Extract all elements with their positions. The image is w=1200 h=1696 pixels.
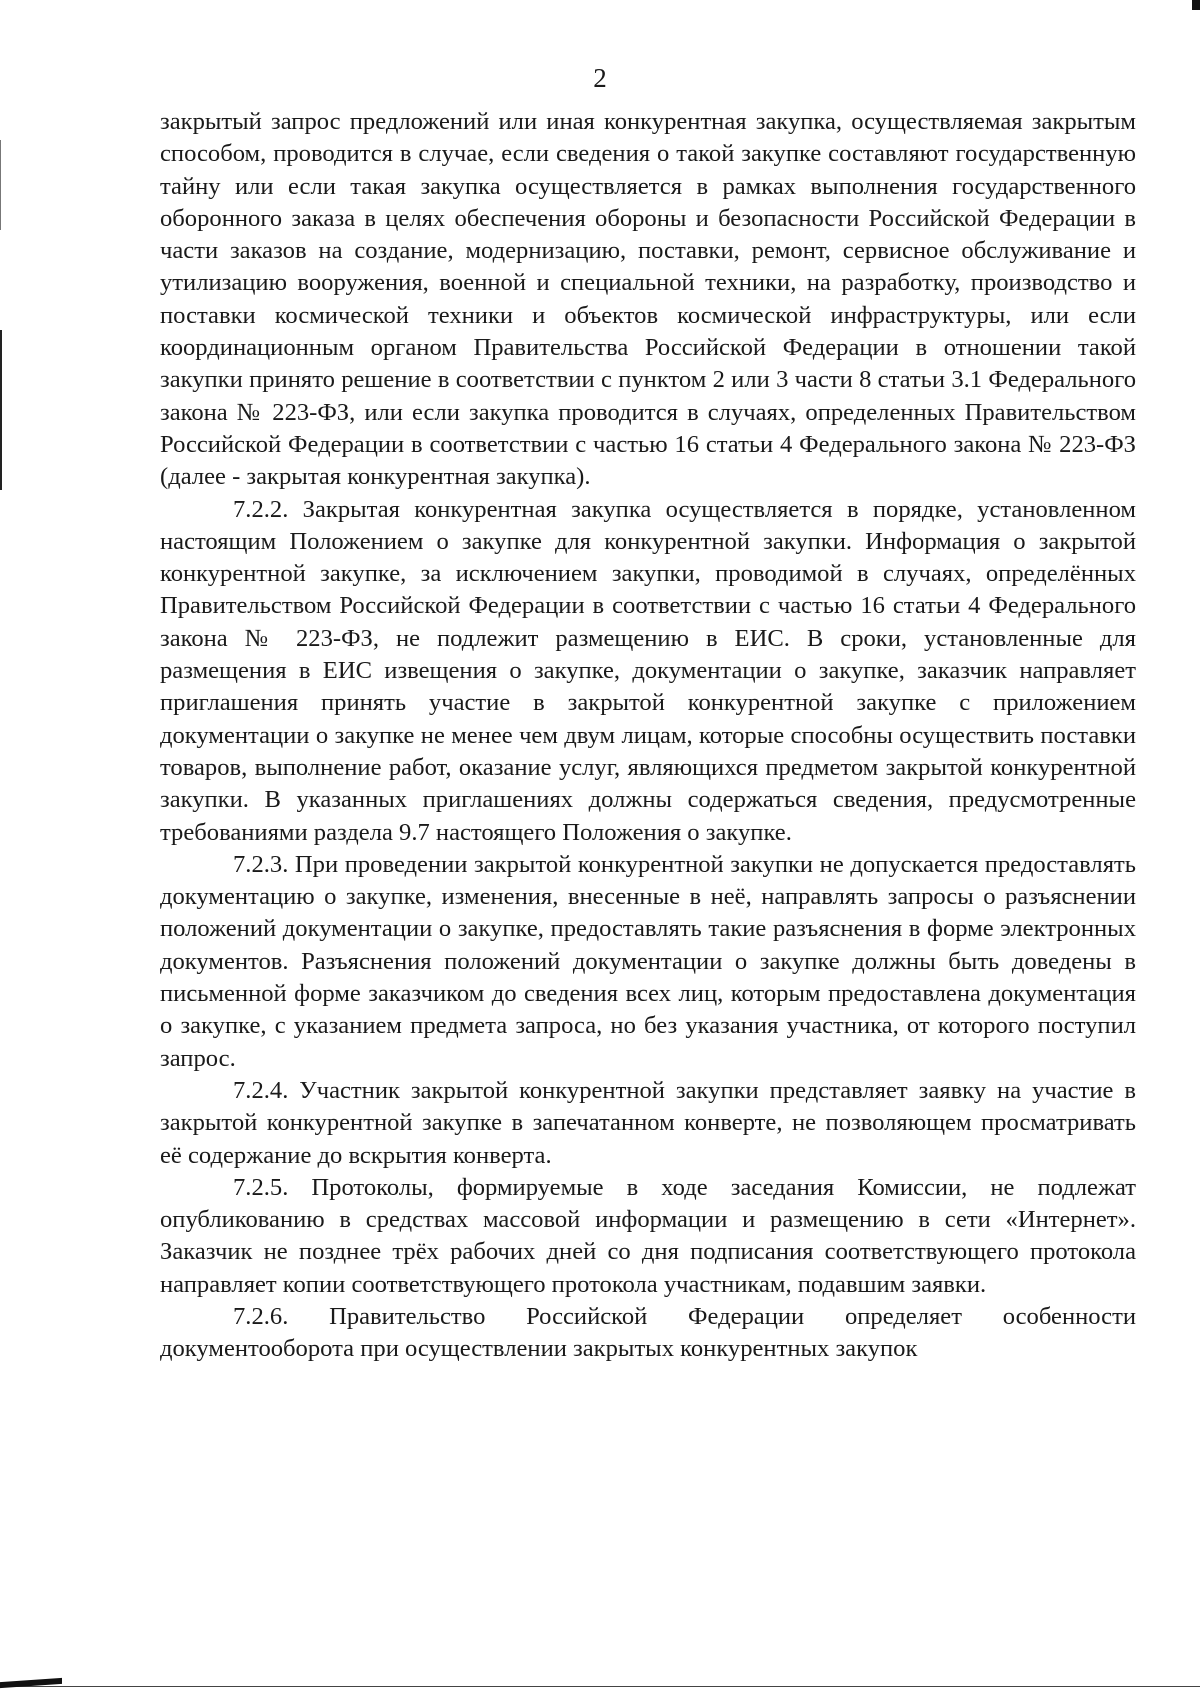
paragraph-7-2-2: 7.2.2. Закрытая конкурентная закупка осуществляется в порядке, установленном настоящим Положением о закупке для конкурентной закупки. Информация о закрытой конкурентной закупке, за исключением закупки, проводимой в случаях, определённых Правительством Российской Федерации в соответствии с частью 16 статьи 4 Федерального закона № 223-ФЗ, не подлежит размещению в ЕИС. В сроки, установленные для размещения в ЕИС извещения о закупке, документации о закупке, заказчик направляет приглашения принять участие в закрытой конкурентной закупке с приложением документации о закупке не менее чем двум лицам, которые способны осуществить поставки товаров, выполнение работ, оказание услуг, являющихся предметом закрытой конкурентной закупки. В указанных приглашениях должны содержаться сведения, предусмотренные требованиями раздела 9.7 настоящего Положения о закупке. (160, 495, 1136, 846)
paragraph-7-2-4: 7.2.4. Участник закрытой конкурентной закупки представляет заявку на участие в закрытой конкурентной закупке в запечатанном конверте, не позволяющем просматривать её содержание до вскрытия конверта. (160, 1076, 1136, 1169)
page-number: 2 (593, 63, 607, 93)
document-body (160, 106, 1136, 1366)
paragraph-continuation-7-2-1: закрытый запрос предложений или иная конкурентная закупка, осуществляемая закрытым способом, проводится в случае, если сведения о такой закупке составляют государственную тайну или если такая закупка осуществляется в рамках выполнения государственного оборонного заказа в целях обеспечения обороны и безопасности Российской Федерации в части заказов на создание, модернизацию, поставки, ремонт, сервисное обслуживание и утилизацию вооружения, военной и специальной техники, на разработку, производство и поставки космической техники и объектов космической инфраструктуры, или если координационным органом Правительства Российской Федерации в отношении такой закупки принято решение в соответствии с пунктом 2 или 3 части 8 статьи 3.1 Федерального закона № 223-ФЗ, или если закупка проводится в случаях, определенных Правительством Российской Федерации в соответствии с частью 16 статьи 4 Федерального закона № 223-ФЗ (далее - закрытая конкурентная закупка). (160, 108, 1136, 491)
scan-artifact-bottom-line (0, 1686, 1200, 1687)
paragraph-7-2-3: 7.2.3. При проведении закрытой конкурентной закупки не допускается предоставлять документацию о закупке, изменения, внесенные в неё, направлять запросы о разъяснении положений документации о закупке, предоставлять такие разъяснения в форме электронных документов. Разъяснения положений документации о закупке должны быть доведены в письменной форме заказчиком до сведения всех лиц, которым предоставлена документация о закупке, с указанием предмета запроса, но без указания участника, от которого поступил запрос. (160, 850, 1136, 1072)
paragraph-7-2-5: 7.2.5. Протоколы, формируемые в ходе заседания Комиссии, не подлежат опубликованию в средствах массовой информации и размещению в сети «Интернет». Заказчик не позднее трёх рабочих дней со дня подписания соответствующего протокола направляет копии соответствующего протокола участникам, подавшим заявки. (160, 1173, 1136, 1298)
paragraph-7-2-6: 7.2.6. Правительство Российской Федерации определяет особенности документооборота при осуществлении закрытых конкурентных закупок (160, 1302, 1136, 1363)
scan-artifact-left-edge-faint (0, 140, 1, 230)
scan-artifact-left-edge (0, 330, 2, 490)
scan-artifact-top-right (1192, 0, 1200, 10)
